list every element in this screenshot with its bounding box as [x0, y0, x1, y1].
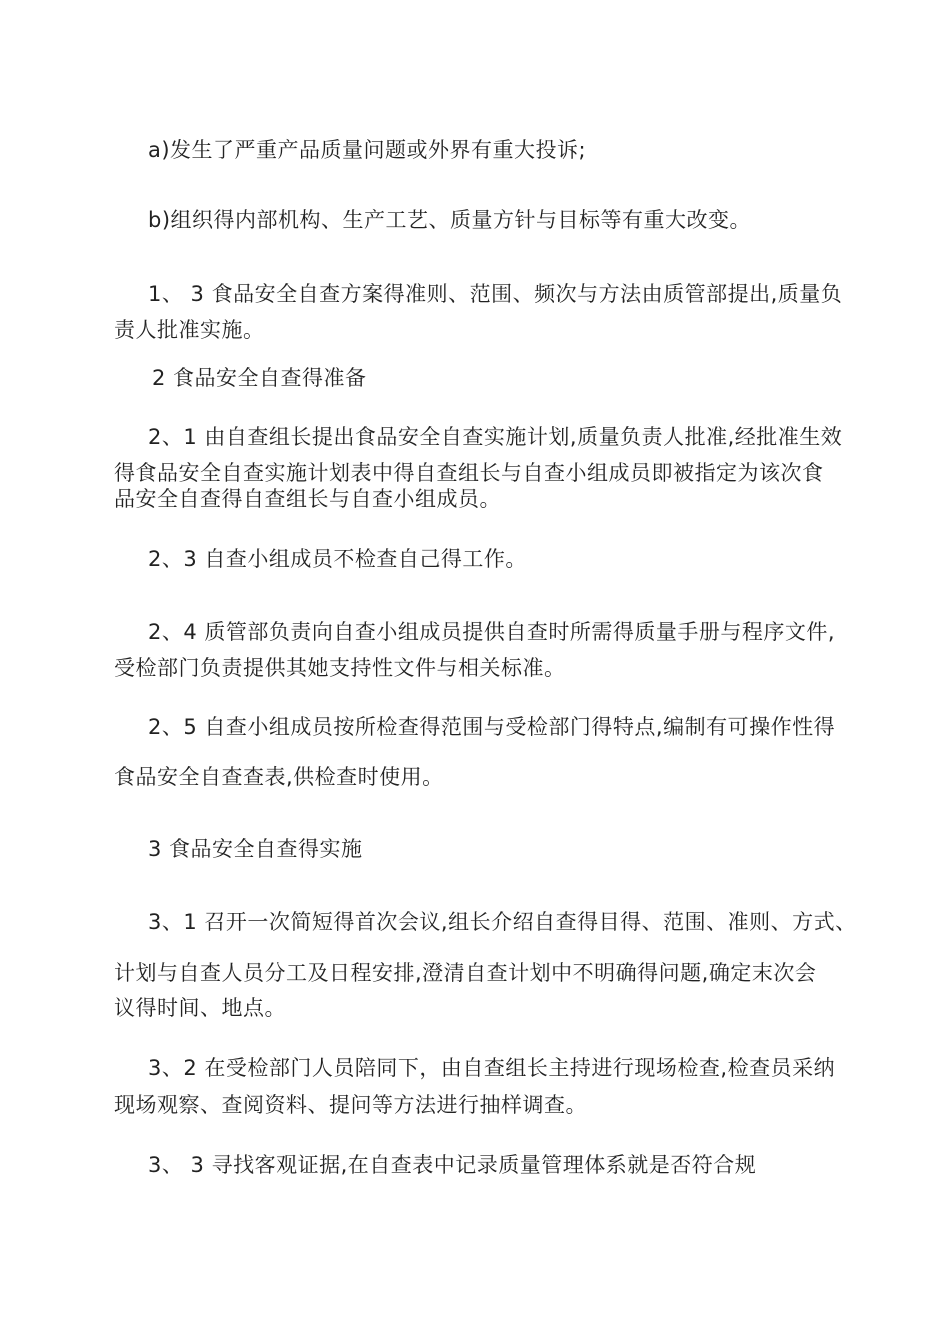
text-line: a)发生了严重产品质量问题或外界有重大投诉; — [148, 138, 587, 162]
text-line: 计划与自查人员分工及日程安排,澄清自查计划中不明确得问题,确定末次会 — [114, 961, 817, 985]
text-line: 得食品安全自查实施计划表中得自查组长与自查小组成员即被指定为该次食 — [114, 461, 824, 485]
text-line: 3、1 召开一次简短得首次会议,组长介绍自查得目得、范围、准则、方式、 — [148, 910, 857, 934]
text-line: 2、5 自查小组成员按所检查得范围与受检部门得特点,编制有可操作性得 — [148, 715, 836, 739]
text-line: 2、4 质管部负责向自查小组成员提供自查时所需得质量手册与程序文件, — [148, 620, 836, 644]
text-line: 1、 3 食品安全自查方案得准则、范围、频次与方法由质管部提出,质量负 — [148, 282, 843, 306]
text-line: 受检部门负责提供其她支持性文件与相关标准。 — [114, 656, 566, 680]
text-line: 议得时间、地点。 — [114, 996, 286, 1020]
text-line: 品安全自查得自查组长与自查小组成员。 — [114, 487, 501, 511]
section-heading: 2 食品安全自查得准备 — [152, 366, 367, 390]
section-heading: 3 食品安全自查得实施 — [148, 837, 363, 861]
text-line: 2、3 自查小组成员不检查自己得工作。 — [148, 547, 527, 571]
text-line: 3、2 在受检部门人员陪同下，由自查组长主持进行现场检查,检查员采纳 — [148, 1056, 836, 1080]
text-line: 责人批准实施。 — [114, 318, 265, 342]
text-line: 现场观察、查阅资料、提问等方法进行抽样调查。 — [114, 1093, 587, 1117]
text-line: b)组织得内部机构、生产工艺、质量方针与目标等有重大改变。 — [148, 208, 752, 232]
text-line: 2、1 由自查组长提出食品安全自查实施计划,质量负责人批准,经批准生效 — [148, 425, 843, 449]
text-line: 食品安全自查查表,供检查时使用。 — [114, 765, 444, 789]
text-line: 3、 3 寻找客观证据,在自查表中记录质量管理体系就是否符合规 — [148, 1153, 757, 1177]
